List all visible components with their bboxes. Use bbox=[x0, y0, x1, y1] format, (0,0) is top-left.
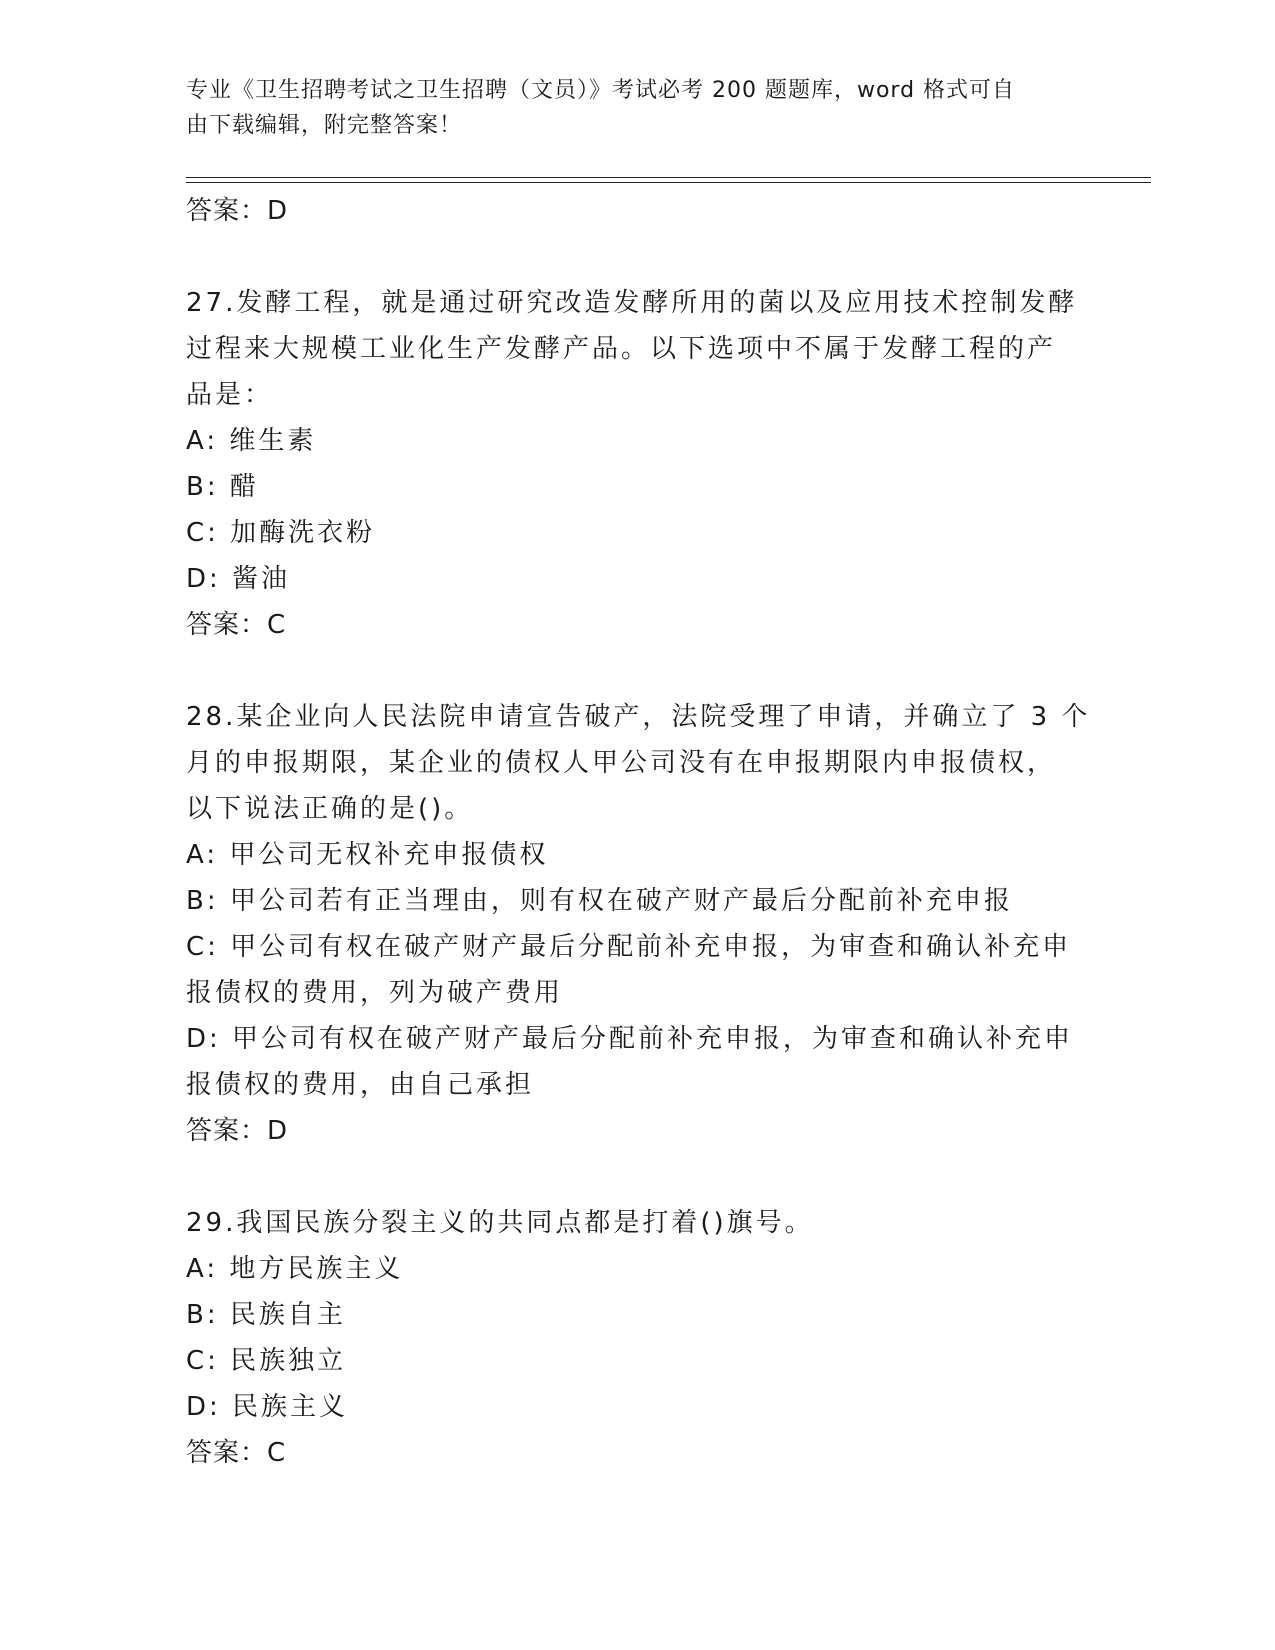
question-text-line: 月的申报期限，某企业的债权人甲公司没有在申报期限内申报债权， bbox=[186, 748, 1057, 778]
option-a: A: 甲公司无权补充申报债权 bbox=[186, 840, 549, 870]
previous-answer: 答案：D bbox=[186, 196, 289, 226]
option-c: C: 加酶洗衣粉 bbox=[186, 518, 376, 548]
option-a: A: 地方民族主义 bbox=[186, 1254, 404, 1284]
option-d-continued: 报债权的费用，由自己承担 bbox=[186, 1070, 535, 1100]
question-text-line: 品是： bbox=[186, 380, 274, 410]
question-27 bbox=[186, 280, 1086, 648]
option-d: D: 酱油 bbox=[186, 564, 291, 594]
question-text-line: 27.发酵工程，就是通过研究改造发酵所用的菌以及应用技术控制发酵 bbox=[186, 288, 1078, 318]
option-d: D: 甲公司有权在破产财产最后分配前补充申报，为审查和确认补充申 bbox=[186, 1024, 1074, 1054]
answer-line: 答案：C bbox=[186, 1438, 287, 1468]
question-text-line: 29.我国民族分裂主义的共同点都是打着()旗号。 bbox=[186, 1208, 814, 1238]
answer-line: 答案：D bbox=[186, 1116, 289, 1146]
option-c-continued: 报债权的费用，列为破产费用 bbox=[186, 978, 564, 1008]
question-29 bbox=[186, 1200, 1086, 1476]
option-b: B: 民族自主 bbox=[186, 1300, 346, 1330]
header-line-1: 专业《卫生招聘考试之卫生招聘（文员）》考试必考 200 题题库，word 格式可自 bbox=[186, 78, 1016, 103]
header-rule-thick bbox=[186, 177, 1151, 178]
option-a: A: 维生素 bbox=[186, 426, 317, 456]
question-text-line: 以下说法正确的是()。 bbox=[186, 794, 474, 824]
page-header bbox=[186, 73, 1066, 143]
header-rule-thin bbox=[186, 182, 1151, 183]
spacer bbox=[186, 1154, 1086, 1200]
spacer bbox=[186, 234, 1086, 280]
option-b: B: 醋 bbox=[186, 472, 259, 502]
question-28 bbox=[186, 694, 1091, 1154]
header-line-2: 由下载编辑，附完整答案！ bbox=[186, 113, 463, 138]
option-b: B: 甲公司若有正当理由，则有权在破产财产最后分配前补充申报 bbox=[186, 886, 1013, 916]
document-body bbox=[186, 188, 1091, 1476]
option-c: C: 民族独立 bbox=[186, 1346, 347, 1376]
option-c: C: 甲公司有权在破产财产最后分配前补充申报，为审查和确认补充申 bbox=[186, 932, 1072, 962]
question-text-line: 过程来大规模工业化生产发酵产品。以下选项中不属于发酵工程的产 bbox=[186, 334, 1057, 364]
answer-line: 答案：C bbox=[186, 610, 287, 640]
question-text-line: 28.某企业向人民法院申请宣告破产，法院受理了申请，并确立了 3 个 bbox=[186, 702, 1091, 732]
spacer bbox=[186, 648, 1086, 694]
option-d: D: 民族主义 bbox=[186, 1392, 349, 1422]
